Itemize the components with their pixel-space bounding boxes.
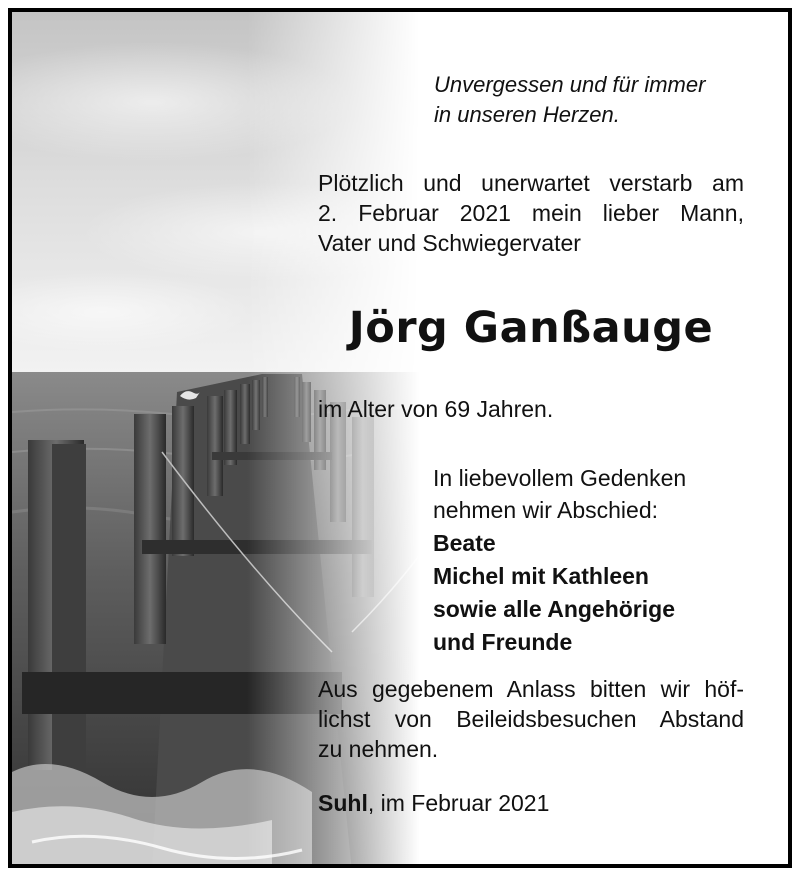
farewell-text — [433, 462, 686, 526]
notice-line: lichst von Beileidsbesuchen Abstand — [318, 706, 744, 732]
announcement-line: Plötzlich und unerwartet verstarb am — [318, 170, 744, 196]
place-city: Suhl — [318, 790, 368, 816]
mourner-item: Beate — [433, 530, 496, 556]
motto — [434, 70, 705, 130]
announcement-line: 2. Februar 2021 mein lieber Mann, — [318, 200, 744, 226]
death-announcement — [318, 168, 744, 258]
notice-line: Aus gegebenem Anlass bitten wir höf- — [318, 676, 744, 702]
mourner-item: und Freunde — [433, 629, 573, 655]
notice-line: zu nehmen. — [318, 736, 439, 762]
farewell-line: nehmen wir Abschied: — [433, 497, 659, 523]
mourner-item: sowie alle Angehörige — [433, 596, 675, 622]
place-date — [318, 788, 549, 818]
age-line: im Alter von 69 Jahren. — [318, 396, 554, 422]
motto-line: in unseren Herzen. — [434, 102, 620, 127]
farewell-line: In liebevollem Gedenken — [433, 465, 687, 491]
announcement-line: Vater und Schwiegervater — [318, 230, 581, 256]
obituary-frame — [8, 8, 792, 868]
condolence-notice — [318, 674, 744, 764]
mourners-list — [433, 527, 675, 659]
deceased-name: Jörg Ganßauge — [348, 303, 714, 353]
mourner-item: Michel mit Kathleen — [433, 563, 649, 589]
motto-line: Unvergessen und für immer — [434, 72, 706, 97]
place-date-text: , im Februar 2021 — [367, 790, 550, 816]
